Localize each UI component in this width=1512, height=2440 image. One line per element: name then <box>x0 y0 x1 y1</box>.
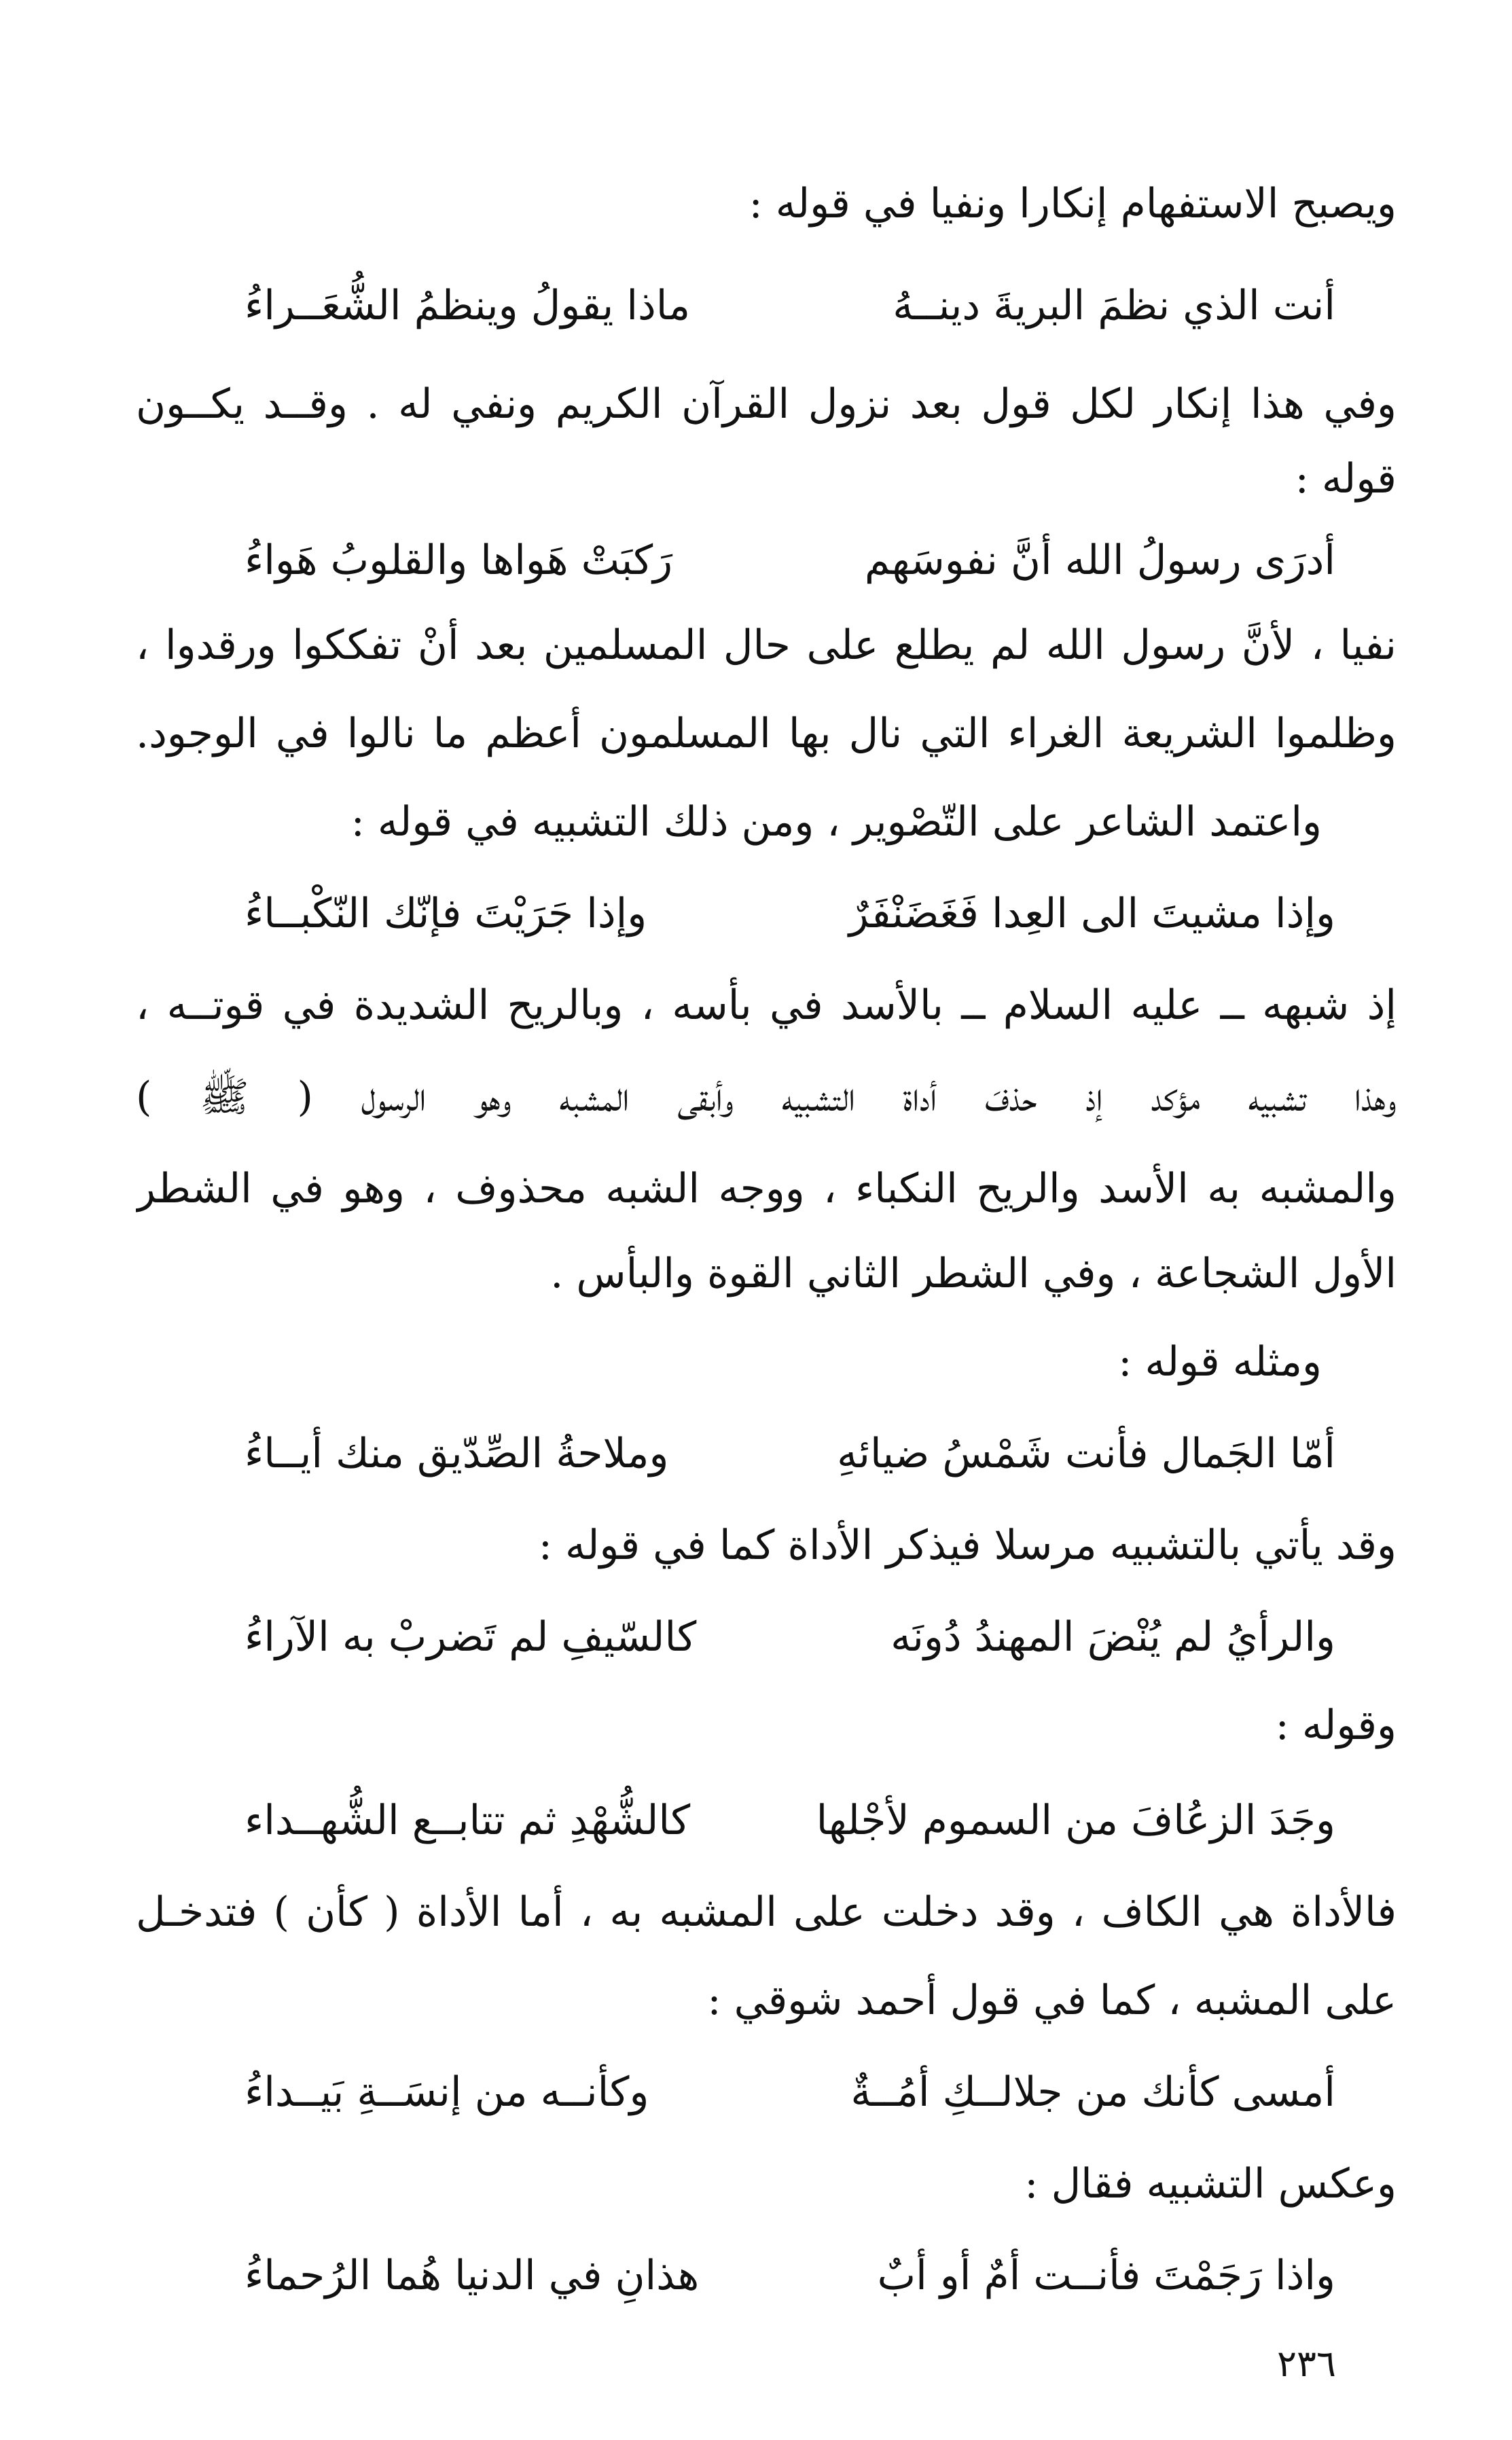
prose-line: على المشبه ، كما في قول أحمد شوقي : <box>707 1977 1397 2024</box>
verse-second-hemistich: هذانِ في الدنيا هُما الرُحماءُ <box>245 2252 700 2299</box>
prose-line: فالأداة هي الكاف ، وقد دخلت على المشبه به ، أما الأداة ( كأن ) فتدخـل <box>136 1888 1397 1936</box>
verse-line <box>245 880 1335 948</box>
prose-line: إذ شبهه ــ عليه السلام ــ بالأسد في بأسه ، وبالريح الشديدة في قوتــه ، <box>136 982 1397 1029</box>
prose-line: قوله : <box>1295 455 1397 503</box>
verse-line <box>245 2242 1335 2310</box>
verse-line <box>245 1420 1335 1488</box>
verse-second-hemistich: رَكبَتْ هَواها والقلوبُ هَواءُ <box>245 537 673 584</box>
verse-line <box>245 526 1335 594</box>
prose-line: الأول الشجاعة ، وفي الشطر الثاني القوة والبأس . <box>550 1250 1397 1297</box>
verse-first-hemistich: وجَدَ الزعُافَ من السموم لأجْلها <box>816 1797 1335 1844</box>
prose-line: وفي هذا إنكار لكل قول بعد نزول القرآن الكريم ونفي له . وقــد يكــون <box>136 380 1397 428</box>
prose-line: وهذا تشبيه مؤكد إذ حذفَ أداة التشبيه وأبقى المشبه وهو الرسول ( ﷺ ) <box>136 1073 1397 1121</box>
verse-line <box>245 272 1335 340</box>
verse-second-hemistich: كالشُّهْدِ ثم تتابــع الشُّهــداء <box>245 1797 691 1844</box>
verse-first-hemistich: أدرَى رسولُ الله أنَّ نفوسَهم <box>864 537 1335 584</box>
prose-line: ومثله قوله : <box>1118 1338 1322 1386</box>
verse-line <box>245 2058 1335 2126</box>
verse-second-hemistich: وكأنــه من إنسَــةِ بَيــداءُ <box>245 2068 649 2116</box>
prose-line: والمشبه به الأسد والريح النكباء ، ووجه الشبه محذوف ، وهو في الشطر <box>136 1165 1397 1213</box>
verse-second-hemistich: وملاحةُ الصِّدّيق منك أيــاءُ <box>245 1430 669 1477</box>
verse-second-hemistich: كالسّيفِ لم تَضربْ به الآراءُ <box>245 1613 697 1661</box>
verse-first-hemistich: أنت الذي نظمَ البريةَ دينــهُ <box>893 282 1335 329</box>
verse-first-hemistich: وإذا مشيتَ الى العِدا فَغَضَنْفَرٌ <box>848 890 1335 937</box>
verse-second-hemistich: وإذا جَرَيْتَ فإنّك النّكْبــاءُ <box>245 890 647 937</box>
prose-line: وظلموا الشريعة الغراء التي نال بها المسلمون أعظم ما نالوا في الوجود. <box>136 710 1397 757</box>
prose-line: وعكس التشبيه فقال : <box>1024 2160 1397 2208</box>
verse-line <box>245 1787 1335 1854</box>
prose-line: واعتمد الشاعر على التّصْوير ، ومن ذلك التشبيه في قوله : <box>350 798 1322 846</box>
prose-line: ويصبح الاستفهام إنكارا ونفيا في قوله : <box>749 180 1397 228</box>
prose-line: نفيا ، لأنَّ رسول الله لم يطلع على حال المسلمين بعد أنْ تفككوا ورقدوا ، <box>136 622 1397 669</box>
verse-first-hemistich: واذا رَجَمْتَ فأنــت أمٌ أو أبٌ <box>877 2252 1335 2299</box>
verse-first-hemistich: أمّا الجَمال فأنت شَمْسُ ضيائهِ <box>837 1430 1335 1477</box>
prose-line: وقوله : <box>1275 1702 1397 1749</box>
verse-first-hemistich: والرأيُ لم يُنْضَ المهندُ دُونَه <box>890 1613 1335 1661</box>
verse-second-hemistich: ماذا يقولُ وينظمُ الشُّعَــراءُ <box>245 282 691 329</box>
page-number: ٢٣٦ <box>1277 2342 1337 2385</box>
verse-first-hemistich: أمسى كأنك من جلالــكِ أمُــةٌ <box>850 2068 1335 2116</box>
prose-line: وقد يأتي بالتشبيه مرسلا فيذكر الأداة كما في قوله : <box>538 1522 1397 1569</box>
verse-line <box>245 1603 1335 1671</box>
